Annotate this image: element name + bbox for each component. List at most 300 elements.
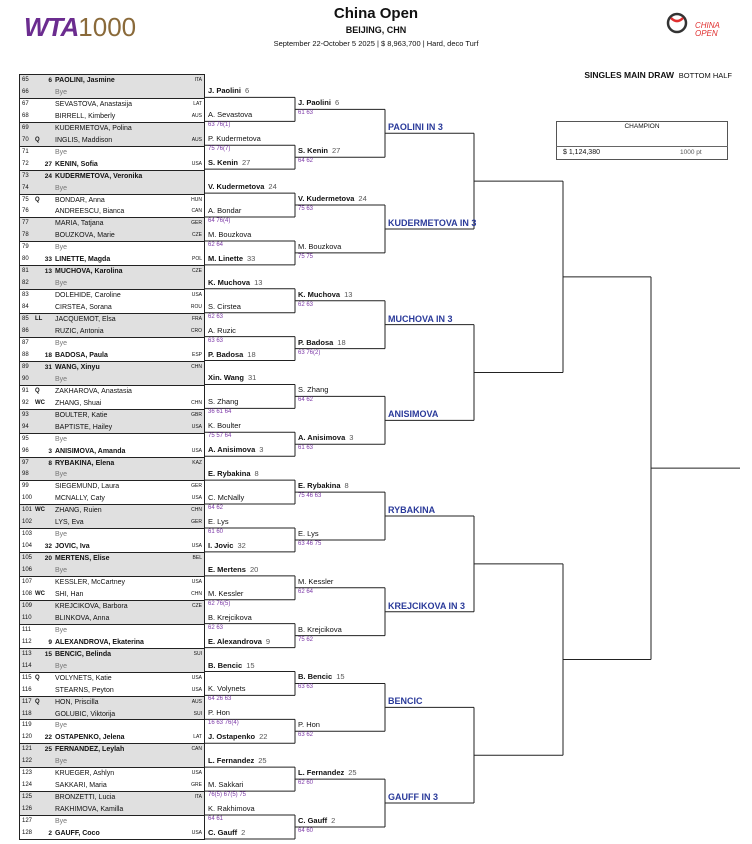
round2-player — [208, 86, 249, 95]
seed: 2 — [48, 830, 52, 838]
player-name: BOUZKOVA, Marie — [55, 232, 115, 240]
tournament-details: September 22-October 5 2025 | $ 8,963,700 | Hard, deco Turf — [273, 39, 479, 48]
draw-position: 95 — [22, 435, 29, 442]
seed: 24 — [268, 182, 277, 192]
player-name: A. Anisimova — [208, 445, 256, 455]
player-name: Bye — [55, 184, 68, 192]
match-score: 64 61 — [208, 816, 224, 823]
round3-player — [298, 720, 320, 729]
draw-position: 77 — [22, 220, 29, 227]
player-name: M. Sakkari — [208, 780, 244, 790]
draw-position: 84 — [22, 304, 29, 311]
champion-prize: $ 1,124,380 — [563, 149, 600, 156]
draw-position: 86 — [22, 328, 29, 335]
round3-player — [298, 672, 345, 681]
match-score: 63 63 — [298, 684, 314, 691]
player-name: Bye — [55, 88, 68, 96]
player-name: KESSLER, McCartney — [55, 579, 126, 587]
round2-player — [208, 158, 250, 167]
player-name: A. Ruzic — [208, 325, 236, 335]
round2-player — [208, 350, 256, 359]
country: POL — [191, 256, 202, 263]
seed: 25 — [44, 746, 52, 754]
player-name: ZHANG, Ruien — [55, 507, 102, 515]
round3-player — [298, 768, 357, 777]
country: CHN — [191, 399, 202, 406]
player-name: Bye — [55, 280, 68, 288]
player-name: J. Paolini — [208, 86, 241, 96]
seed: 6 — [244, 86, 250, 96]
player-name: P. Hon — [298, 720, 320, 730]
draw-position: 104 — [22, 543, 33, 550]
seed: 15 — [336, 672, 345, 682]
seed: 18 — [44, 351, 52, 359]
draw-position: 100 — [22, 495, 33, 502]
country: ESP — [191, 351, 202, 358]
country: SUI — [193, 650, 202, 657]
player-name: RYBAKINA, Elena — [55, 459, 115, 467]
entry-type: Q — [35, 674, 40, 681]
seed: 8 — [344, 481, 349, 491]
country: CHN — [191, 507, 202, 514]
seed: 9 — [48, 638, 52, 646]
tournament-location: BEIJING, CHN — [345, 25, 407, 35]
player-name: S. Cirstea — [208, 301, 241, 311]
draw-title-sub: BOTTOM HALF — [678, 71, 732, 80]
player-name: E. Alexandrova — [208, 636, 262, 646]
country: USA — [191, 830, 202, 837]
draw-position: 127 — [22, 818, 33, 825]
player-name: E. Rybakina — [208, 469, 251, 479]
player-name: VOLYNETS, Katie — [55, 674, 112, 682]
player-name: SAKKARI, Maria — [55, 782, 107, 790]
draw-position: 71 — [22, 148, 29, 155]
draw-position: 128 — [22, 830, 33, 837]
draw-position: 83 — [22, 292, 29, 299]
round2-player — [208, 565, 258, 574]
country: BEL — [192, 555, 202, 562]
round3-player — [298, 625, 342, 634]
seed: 31 — [247, 373, 257, 383]
draw-position: 115 — [22, 674, 32, 681]
player-name: Bye — [55, 435, 68, 443]
draw-position: 117 — [22, 698, 32, 705]
draw-position: 93 — [22, 411, 29, 418]
champion-label: CHAMPION — [624, 123, 660, 130]
match-score: 36 61 64 — [208, 409, 232, 416]
qf-prediction: KREJCIKOVA IN 3 — [388, 600, 466, 611]
round3-player — [298, 98, 339, 107]
round3-player — [298, 433, 353, 442]
player-name: E. Lys — [208, 516, 229, 526]
draw-position: 88 — [22, 351, 29, 358]
player-name: Bye — [55, 818, 68, 826]
player-name: V. Kudermetova — [298, 194, 355, 204]
entry-type: Q — [35, 136, 40, 143]
round2-player — [208, 493, 244, 502]
player-name: K. Volynets — [208, 684, 246, 694]
country: CZE — [192, 602, 202, 609]
player-name: GAUFF, Coco — [55, 830, 100, 838]
seed: 27 — [44, 160, 52, 168]
draw-position: 109 — [22, 602, 33, 609]
player-name: KRUEGER, Ashlyn — [55, 770, 115, 778]
player-name: BOULTER, Katie — [55, 411, 108, 419]
draw-position: 118 — [22, 710, 32, 717]
round2-player — [208, 182, 277, 191]
country: USA — [191, 579, 202, 586]
player-name: INGLIS, Maddison — [55, 136, 113, 144]
player-name: JACQUEMOT, Elsa — [55, 316, 116, 324]
entry-type: Q — [35, 698, 40, 705]
match-score: 62 60 — [298, 780, 314, 787]
player-name: Bye — [55, 244, 68, 252]
country: USA — [191, 495, 202, 502]
draw-position: 65 — [22, 77, 29, 83]
match-score: 75 63 — [298, 206, 314, 213]
player-name: MCNALLY, Caty — [55, 495, 105, 503]
country: CAN — [191, 746, 202, 753]
draw-position: 70 — [22, 136, 29, 143]
match-score: 75 46 63 — [298, 493, 322, 500]
seed: 25 — [258, 756, 267, 766]
player-name: I. Jovic — [208, 540, 234, 550]
player-name: K. Muchova — [208, 277, 251, 287]
player-name: L. Fernandez — [208, 756, 255, 766]
player-name: HON, Priscilla — [55, 698, 99, 706]
player-name: MUCHOVA, Karolina — [55, 268, 123, 276]
event-logo-line2: OPEN — [695, 29, 718, 38]
match-score: 61 60 — [208, 528, 224, 535]
entry-type: Q — [35, 196, 40, 203]
round2-player — [208, 589, 243, 598]
draw-position: 79 — [22, 244, 29, 251]
player-name: A. Anisimova — [298, 433, 346, 443]
match-score: 62 64 — [208, 241, 224, 248]
player-name: J. Paolini — [298, 98, 331, 108]
round2-player — [208, 469, 259, 478]
country: GER — [191, 483, 202, 490]
match-score: 64 62 — [208, 505, 224, 512]
seed: 8 — [48, 459, 52, 467]
player-name: B. Bencic — [208, 660, 243, 670]
seed: 24 — [358, 194, 367, 204]
player-name: BENCIC, Belinda — [55, 650, 112, 658]
player-name: A. Bondar — [208, 206, 242, 216]
match-score: 75 62 — [298, 636, 314, 643]
player-name: S. Kenin — [298, 146, 329, 156]
round2-player — [208, 708, 230, 717]
draw-position: 72 — [22, 160, 29, 167]
match-score: 61 63 — [298, 445, 314, 452]
match-score: 62 63 — [298, 301, 314, 308]
player-name: BRONZETTI, Lucia — [55, 794, 116, 802]
country: ITA — [194, 77, 202, 83]
country: USA — [191, 543, 202, 550]
round2-player — [208, 684, 246, 693]
player-name: P. Badosa — [298, 337, 334, 347]
seed: 13 — [254, 277, 263, 287]
country: AUS — [191, 698, 202, 705]
seed: 18 — [337, 337, 346, 347]
player-name: E. Lys — [298, 528, 319, 538]
qf-prediction: GAUFF IN 3 — [388, 792, 439, 803]
country: LAT — [193, 100, 202, 107]
country: GER — [191, 220, 202, 227]
round2-player — [208, 541, 246, 550]
seed: 32 — [44, 543, 52, 551]
country: CAN — [191, 208, 202, 215]
player-name: Bye — [55, 626, 68, 634]
entry-type: Q — [35, 387, 40, 394]
draw-position: 90 — [22, 375, 29, 382]
player-name: B. Bencic — [298, 672, 333, 682]
player-name: FERNANDEZ, Leylah — [55, 746, 125, 754]
player-name: M. Bouzkova — [208, 229, 252, 239]
player-name: MERTENS, Elise — [55, 555, 110, 563]
round2-player — [208, 780, 243, 789]
round2-player — [208, 756, 267, 765]
player-name: Bye — [55, 758, 68, 766]
seed: 3 — [259, 445, 264, 455]
qf-prediction: RYBAKINA — [388, 505, 436, 516]
draw-position: 66 — [22, 88, 29, 95]
player-name: OSTAPENKO, Jelena — [55, 734, 125, 742]
match-score: 63 76(1) — [208, 122, 231, 129]
match-score: 75 76(7) — [208, 146, 231, 153]
qf-prediction: MUCHOVA IN 3 — [388, 313, 453, 324]
draw-position: 101 — [22, 507, 33, 514]
country: CZE — [192, 232, 202, 239]
player-name: SEVASTOVA, Anastasija — [55, 100, 133, 108]
draw-position: 87 — [22, 339, 29, 346]
player-name: M. Bouzkova — [298, 241, 342, 251]
match-score: 62 63 — [208, 313, 224, 320]
country: KAZ — [192, 459, 202, 466]
round3-player — [298, 338, 346, 347]
player-name: C. Gauff — [208, 827, 238, 837]
country: GBR — [191, 411, 202, 418]
player-name: P. Badosa — [208, 349, 244, 359]
player-name: ANDREESCU, Bianca — [55, 208, 125, 216]
round2-player — [208, 373, 256, 382]
country: CHN — [191, 590, 202, 597]
country: HUN — [191, 196, 202, 203]
player-name: STEARNS, Peyton — [55, 686, 114, 694]
player-name: S. Kenin — [208, 158, 239, 168]
qf-prediction: BENCIC — [388, 696, 423, 707]
seed: 15 — [44, 650, 52, 658]
draw-position: 125 — [22, 794, 33, 801]
qf-prediction: ANISIMOVA — [388, 409, 439, 420]
player-name: LINETTE, Magda — [55, 256, 111, 264]
player-name: KREJCIKOVA, Barbora — [55, 602, 128, 610]
draw-position: 119 — [22, 722, 32, 729]
country: AUS — [191, 136, 202, 143]
match-score: 63 63 — [208, 337, 224, 344]
match-score: 16 63 76(4) — [208, 720, 239, 727]
draw-position: 114 — [22, 662, 32, 669]
round2-player — [208, 230, 251, 239]
player-name: C. Gauff — [298, 815, 328, 825]
player-name: CIRSTEA, Sorana — [55, 304, 112, 312]
draw-title-main: SINGLES MAIN DRAW — [584, 70, 675, 80]
player-name: Bye — [55, 471, 68, 479]
round3-player — [298, 529, 319, 538]
draw-position: 105 — [22, 555, 33, 562]
seed: 32 — [237, 540, 246, 550]
player-name: WANG, Xinyu — [55, 363, 100, 371]
round2-player — [208, 254, 255, 263]
country: ITA — [194, 794, 202, 801]
player-name: ANISIMOVA, Amanda — [55, 447, 126, 455]
country: GER — [191, 519, 202, 526]
seed: 33 — [247, 253, 256, 263]
player-name: ZHANG, Shuai — [55, 399, 102, 407]
seed: 8 — [254, 469, 259, 479]
round2-player — [208, 134, 261, 143]
country: FRA — [192, 316, 202, 323]
player-name: MARIA, Tatjana — [55, 220, 104, 228]
player-name: KUDERMETOVA, Veronika — [55, 172, 143, 180]
round2-player — [208, 732, 267, 741]
player-name: M. Kessler — [208, 588, 244, 598]
country: USA — [191, 674, 202, 681]
draw-position: 108 — [22, 590, 33, 597]
round2-player — [208, 637, 270, 646]
draw-position: 110 — [22, 614, 32, 621]
draw-position: 73 — [22, 172, 29, 179]
draw-position: 85 — [22, 316, 29, 323]
qf-prediction: PAOLINI IN 3 — [388, 122, 443, 133]
country: CRO — [190, 328, 202, 335]
round2-player — [208, 445, 263, 454]
draw-position: 68 — [22, 112, 29, 119]
player-name: M. Kessler — [298, 576, 334, 586]
country: USA — [191, 423, 202, 430]
seed: 20 — [249, 564, 259, 574]
entry-type: WC — [35, 399, 45, 406]
tournament-title: China Open — [333, 5, 419, 22]
seed: 27 — [332, 146, 341, 156]
player-name: Bye — [55, 531, 68, 539]
seed: 22 — [259, 732, 268, 742]
country: ROU — [190, 304, 202, 311]
draw-position: 120 — [22, 734, 33, 741]
match-score: 63 76(2) — [298, 349, 321, 356]
match-score: 63 62 — [298, 732, 314, 739]
player-name: P. Kudermetova — [208, 134, 261, 144]
player-name: ALEXANDROVA, Ekaterina — [55, 638, 144, 646]
player-name: RAKHIMOVA, Kamilla — [55, 806, 124, 814]
player-name: Bye — [55, 722, 68, 730]
match-score: 62 64 — [298, 588, 314, 595]
round3-player — [298, 242, 341, 251]
draw-position: 116 — [22, 686, 32, 693]
player-name: S. Zhang — [298, 385, 329, 395]
round2-player — [208, 110, 252, 119]
player-name: SIEGEMUND, Laura — [55, 483, 120, 491]
seed: 20 — [44, 555, 52, 563]
round2-player — [208, 661, 255, 670]
draw-position: 74 — [22, 184, 29, 191]
player-name: A. Sevastova — [208, 110, 253, 120]
draw-position: 78 — [22, 232, 29, 239]
player-name: LYS, Eva — [55, 519, 84, 527]
draw-position: 123 — [22, 770, 33, 777]
country: USA — [191, 160, 202, 167]
round2-player — [208, 397, 238, 406]
match-score: 75 75 — [298, 253, 314, 260]
draw-position: 102 — [22, 519, 33, 526]
draw-position: 113 — [22, 650, 32, 657]
match-score: 64 62 — [298, 397, 314, 404]
draw-position: 107 — [22, 579, 33, 586]
round3-player — [298, 146, 340, 155]
round3-player — [298, 194, 367, 203]
player-name: Xin. Wang — [208, 373, 244, 383]
match-score: 62 63 — [208, 624, 224, 631]
wta-logo: WTA1000 — [24, 12, 137, 42]
draw-position: 82 — [22, 280, 29, 287]
player-name: C. McNally — [208, 493, 245, 503]
player-name: P. Hon — [208, 708, 230, 718]
country: SUI — [193, 710, 202, 717]
player-name: K. Rakhimova — [208, 804, 255, 814]
player-name: GOLUBIC, Viktorija — [55, 710, 116, 718]
draw-position: 91 — [22, 387, 29, 394]
country: USA — [191, 447, 202, 454]
country: AUS — [191, 112, 202, 119]
entry-type: WC — [35, 590, 45, 597]
seed: 6 — [48, 77, 52, 84]
draw-position: 81 — [22, 268, 29, 275]
player-name: BIRRELL, Kimberly — [55, 112, 116, 120]
player-name: ZAKHAROVA, Anastasia — [55, 387, 132, 395]
champion-points: 1000 pt — [680, 149, 702, 156]
player-name: L. Fernandez — [298, 768, 345, 778]
draw-position: 89 — [22, 363, 29, 370]
round2-player — [208, 804, 255, 813]
player-name: B. Krejcikova — [298, 624, 342, 634]
match-score: 63 46 75 — [298, 540, 322, 547]
player-name: Bye — [55, 662, 68, 670]
player-name: J. Ostapenko — [208, 732, 256, 742]
seed: 9 — [265, 636, 271, 646]
round3-player — [298, 385, 328, 394]
seed: 13 — [344, 289, 353, 299]
match-score: 76(5) 67(5) 75 — [208, 792, 247, 799]
country: GRE — [191, 782, 202, 789]
country: USA — [191, 292, 202, 299]
match-score: 64 60 — [298, 827, 314, 834]
player-name: KUDERMETOVA, Polina — [55, 124, 132, 132]
entry-type: WC — [35, 507, 45, 514]
match-score: 64 62 — [298, 158, 314, 165]
match-score: 64 76(4) — [208, 218, 231, 225]
player-name: B. Krejcikova — [208, 612, 252, 622]
seed: 6 — [334, 98, 340, 108]
player-name: V. Kudermetova — [208, 182, 265, 192]
country: USA — [191, 686, 202, 693]
country: USA — [191, 770, 202, 777]
round2-player — [208, 278, 262, 287]
round2-player — [208, 613, 252, 622]
player-name: BONDAR, Anna — [55, 196, 105, 204]
draw-position: 106 — [22, 567, 33, 574]
draw-position: 122 — [22, 758, 33, 765]
seed: 2 — [241, 827, 246, 837]
